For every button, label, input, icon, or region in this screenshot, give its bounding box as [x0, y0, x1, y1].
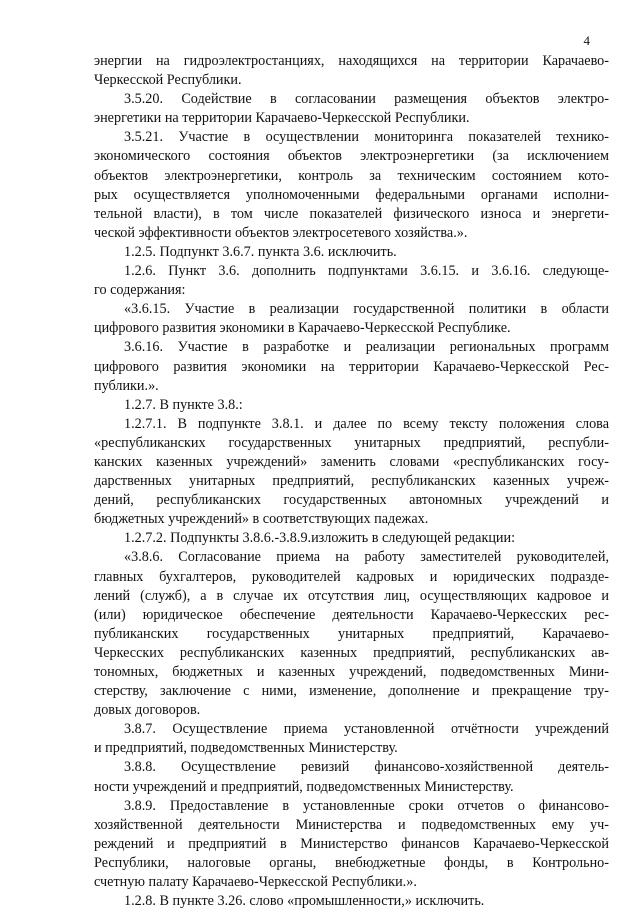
- text-line: 1.2.7.2. Подпункты 3.8.6.-3.8.9.изложить в следующей редакции:: [124, 530, 516, 547]
- text-line: 1.2.7.1. В подпункте 3.8.1. и далее по всему тексту положения слова: [124, 415, 609, 432]
- text-line: ности учреждений и предприятий, подведомственных Министерству.: [94, 778, 514, 795]
- text-line: публики.».: [94, 377, 159, 394]
- page-number: 4: [583, 33, 590, 48]
- text-line: 3.8.9. Предоставление в установленные сроки отчетов о финансово-: [124, 797, 609, 814]
- text-line: «3.8.6. Согласование приема на работу заместителей руководителей,: [124, 549, 609, 566]
- text-line: 1.2.8. В пункте 3.26. слово «промышленности,» исключить.: [124, 893, 485, 910]
- text-line: 3.5.20. Содействие в согласовании размещения объектов электро-: [124, 91, 609, 108]
- text-line: дений, республиканских государственных автономных учреждений и: [94, 492, 609, 509]
- text-line: «республиканских государственных унитарных предприятий, республи-: [94, 434, 609, 451]
- text-line: 3.5.21. Участие в осуществлении мониторинга показателей технико-: [124, 129, 609, 146]
- text-line: 3.8.7. Осуществление приема установленной отчётности учреждений: [124, 721, 609, 738]
- text-line: энергии на гидроэлектростанциях, находящихся на территории Карачаево-: [94, 53, 609, 69]
- text-line: цифрового развития экономики на территории Карачаево-Черкесской Рес-: [94, 358, 609, 375]
- text-line: «3.6.15. Участие в реализации государственной политики в области: [124, 301, 609, 318]
- text-line: 3.6.16. Участие в разработке и реализации региональных программ: [124, 339, 609, 356]
- text-line: 1.2.7. В пункте 3.8.:: [124, 396, 243, 413]
- text-line: Республики, налоговые органы, внебюджетные фонды, в Контрольно-: [94, 854, 609, 871]
- text-line: экономического состояния объектов электроэнергетики (за исключением: [94, 148, 609, 165]
- text-line: тономных, бюджетных и казенных учреждений, подведомственных Мини-: [94, 664, 609, 680]
- text-line: рых осуществляется уполномоченными федеральными органами исполни-: [94, 186, 609, 203]
- text-line: энергетики на территории Карачаево-Черкесской Республики.: [94, 110, 470, 127]
- text-line: (или) юридическое обеспечение деятельности Карачаево-Черкесских рес-: [94, 606, 609, 623]
- text-line: канских казенных учреждений» заменить словами «республиканских госу-: [94, 453, 609, 470]
- text-line: тельной власти), в том числе показателей физического износа и энергети-: [94, 205, 609, 222]
- text-line: дарственных унитарных предприятий, республиканских казенных учреж-: [94, 473, 609, 490]
- text-line: лений (служб), а в случае их отсутствия лиц, осуществляющих кадровое и: [94, 587, 609, 604]
- text-line: хозяйственной деятельности Министерства и подведомственных ему уч-: [94, 816, 609, 833]
- text-line: стерству, заключение с ними, изменение, дополнение и прекращение тру-: [94, 683, 609, 700]
- document-body: [94, 52, 609, 911]
- text-line: 3.8.8. Осуществление ревизий финансово-хозяйственной деятель-: [124, 759, 609, 776]
- text-line: главных бухгалтеров, руководителей кадровых и юридических подразде-: [94, 568, 609, 585]
- text-line: Черкесских республиканских казенных предприятий, республиканских ав-: [94, 644, 609, 661]
- text-line: и предприятий, подведомственных Министерству.: [94, 740, 398, 757]
- text-line: довых договоров.: [94, 702, 201, 719]
- text-line: публиканских государственных унитарных предприятий, Карачаево-: [94, 625, 609, 642]
- text-line: Черкесской Республики.: [94, 72, 242, 89]
- text-line: ческой эффективности объектов электросетевого хозяйства.».: [94, 224, 468, 241]
- text-line: бюджетных учреждений» в соответствующих падежах.: [94, 511, 429, 528]
- text-line: цифрового развития экономики в Карачаево-Черкесской Республике.: [94, 320, 511, 337]
- text-line: го содержания:: [94, 282, 186, 299]
- text-line: объектов электроэнергетики, контроль за техническим состоянием кото-: [94, 167, 609, 184]
- text-line: 1.2.6. Пункт 3.6. дополнить подпунктами 3.6.15. и 3.6.16. следующе-: [124, 263, 609, 280]
- text-line: 1.2.5. Подпункт 3.6.7. пункта 3.6. исключить.: [124, 243, 397, 260]
- text-line: счетную палату Карачаево-Черкесской Республики.».: [94, 874, 417, 891]
- text-line: реждений и предприятий в Министерство финансов Карачаево-Черкесской: [94, 835, 609, 852]
